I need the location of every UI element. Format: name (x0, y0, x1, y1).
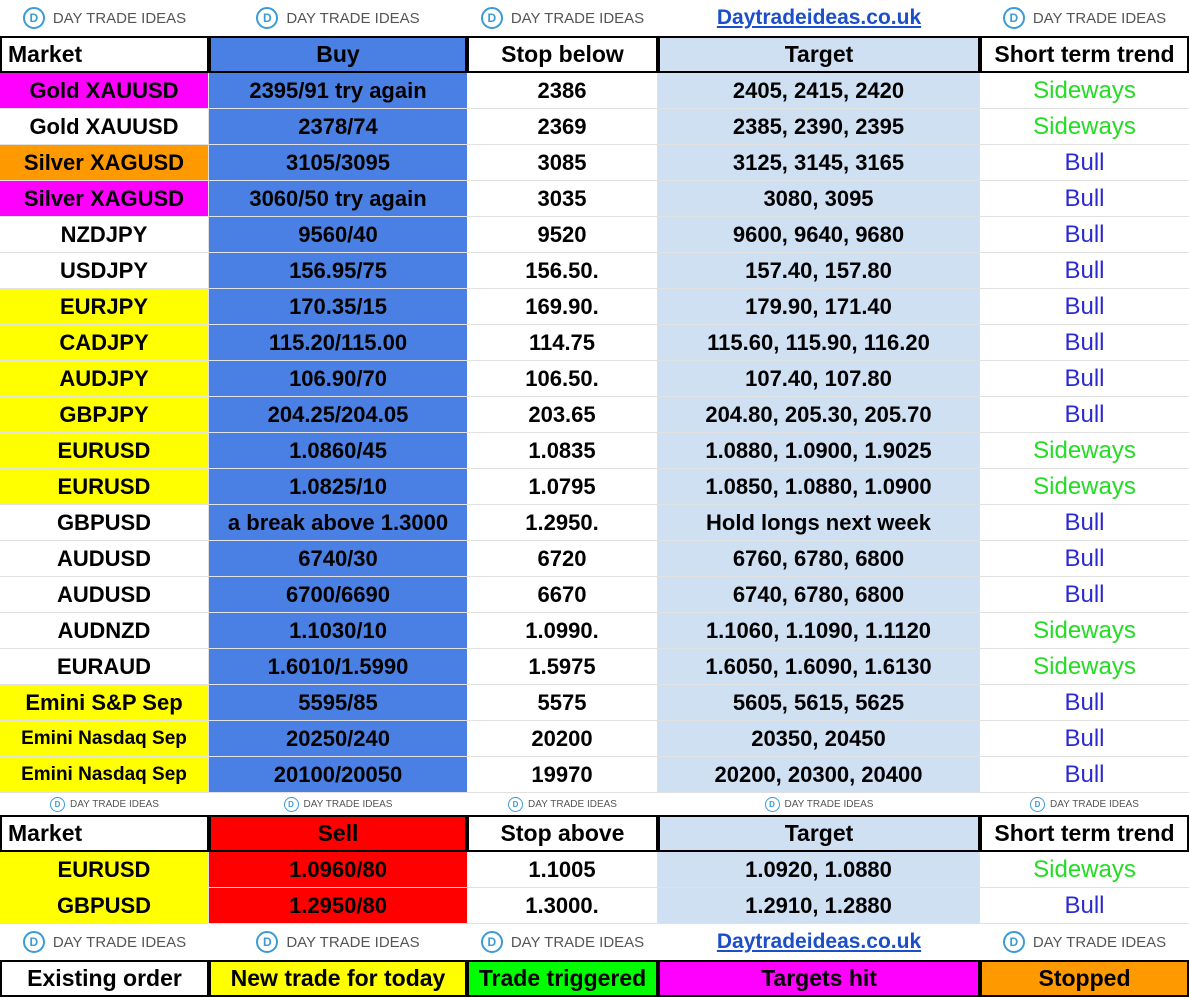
stop-cell: 114.75 (467, 325, 658, 361)
target-cell: 20350, 20450 (658, 721, 980, 757)
target-cell: 20200, 20300, 20400 (658, 757, 980, 793)
table-row (0, 217, 1189, 253)
market-cell: Emini Nasdaq Sep (0, 721, 209, 757)
table-row (0, 888, 1189, 924)
market-cell: GBPUSD (0, 888, 209, 924)
target-cell: 1.2910, 1.2880 (658, 888, 980, 924)
trend-cell: Bull (980, 757, 1189, 793)
trend-cell: Bull (980, 685, 1189, 721)
stop-cell: 1.0990. (467, 613, 658, 649)
market-cell: EURUSD (0, 433, 209, 469)
buy-table-header (0, 36, 1189, 73)
market-cell: Gold XAUUSD (0, 109, 209, 145)
stop-cell: 1.1005 (467, 852, 658, 888)
trend-cell: Sideways (980, 649, 1189, 685)
buy-cell: 20250/240 (209, 721, 467, 757)
market-cell: CADJPY (0, 325, 209, 361)
legend-new-trade: New trade for today (209, 960, 467, 997)
brand-logo: D DAY TRADE IDEAS (1003, 931, 1166, 953)
trend-cell: Bull (980, 888, 1189, 924)
brand-logo-icon: D (481, 931, 503, 953)
brand-logo: D DAY TRADE IDEAS (508, 797, 617, 812)
trend-cell: Bull (980, 217, 1189, 253)
table-row (0, 541, 1189, 577)
stop-cell: 20200 (467, 721, 658, 757)
trend-cell: Bull (980, 325, 1189, 361)
sell-cell: 1.2950/80 (209, 888, 467, 924)
buy-cell: 5595/85 (209, 685, 467, 721)
buy-cell: 1.6010/1.5990 (209, 649, 467, 685)
table-row (0, 649, 1189, 685)
trend-cell: Sideways (980, 109, 1189, 145)
brand-logo: D DAY TRADE IDEAS (256, 7, 419, 29)
table-row (0, 397, 1189, 433)
brand-logo-icon: D (1030, 797, 1045, 812)
mid-banner (0, 793, 1189, 815)
header-market: Market (0, 36, 209, 73)
buy-cell: 2378/74 (209, 109, 467, 145)
market-cell: Emini Nasdaq Sep (0, 757, 209, 793)
trend-cell: Sideways (980, 469, 1189, 505)
brand-logo-icon: D (1003, 931, 1025, 953)
target-cell: 9600, 9640, 9680 (658, 217, 980, 253)
table-row (0, 852, 1189, 888)
trend-cell: Sideways (980, 73, 1189, 109)
stop-cell: 2369 (467, 109, 658, 145)
buy-cell: 3105/3095 (209, 145, 467, 181)
buy-cell: 2395/91 try again (209, 73, 467, 109)
brand-logo-icon: D (23, 7, 45, 29)
market-cell: AUDUSD (0, 577, 209, 613)
trend-cell: Bull (980, 541, 1189, 577)
target-cell: 179.90, 171.40 (658, 289, 980, 325)
stop-cell: 9520 (467, 217, 658, 253)
brand-logo-icon: D (765, 797, 780, 812)
brand-logo: D DAY TRADE IDEAS (765, 797, 874, 812)
table-row (0, 253, 1189, 289)
trend-cell: Bull (980, 505, 1189, 541)
market-cell: AUDNZD (0, 613, 209, 649)
top-banner (0, 0, 1189, 36)
target-cell: 1.0920, 1.0880 (658, 852, 980, 888)
stop-cell: 19970 (467, 757, 658, 793)
stop-cell: 1.3000. (467, 888, 658, 924)
trend-cell: Bull (980, 577, 1189, 613)
header-sell: Sell (209, 815, 467, 852)
stop-cell: 5575 (467, 685, 658, 721)
brand-logo: D DAY TRADE IDEAS (50, 797, 159, 812)
table-row (0, 145, 1189, 181)
market-cell: GBPJPY (0, 397, 209, 433)
target-cell: 6740, 6780, 6800 (658, 577, 980, 613)
stop-cell: 156.50. (467, 253, 658, 289)
buy-cell: 1.0860/45 (209, 433, 467, 469)
target-cell: 204.80, 205.30, 205.70 (658, 397, 980, 433)
trend-cell: Sideways (980, 433, 1189, 469)
brand-logo-icon: D (284, 797, 299, 812)
table-row (0, 577, 1189, 613)
table-row (0, 109, 1189, 145)
target-cell: 1.1060, 1.1090, 1.1120 (658, 613, 980, 649)
stop-cell: 6670 (467, 577, 658, 613)
header-target: Target (658, 36, 980, 73)
stop-cell: 1.5975 (467, 649, 658, 685)
market-cell: GBPUSD (0, 505, 209, 541)
target-cell: 107.40, 107.80 (658, 361, 980, 397)
table-row (0, 289, 1189, 325)
sell-table-header (0, 815, 1189, 852)
market-cell: Gold XAUUSD (0, 73, 209, 109)
target-cell: 2385, 2390, 2395 (658, 109, 980, 145)
sell-cell: 1.0960/80 (209, 852, 467, 888)
buy-cell: 3060/50 try again (209, 181, 467, 217)
table-row (0, 757, 1189, 793)
trend-cell: Bull (980, 181, 1189, 217)
market-cell: Silver XAGUSD (0, 145, 209, 181)
target-cell: 3080, 3095 (658, 181, 980, 217)
header-stop-above: Stop above (467, 815, 658, 852)
brand-logo: D DAY TRADE IDEAS (23, 7, 186, 29)
market-cell: EURJPY (0, 289, 209, 325)
header-stop-below: Stop below (467, 36, 658, 73)
table-row (0, 181, 1189, 217)
table-row (0, 325, 1189, 361)
buy-cell: 1.0825/10 (209, 469, 467, 505)
market-cell: AUDUSD (0, 541, 209, 577)
legend-targets-hit: Targets hit (658, 960, 980, 997)
market-cell: USDJPY (0, 253, 209, 289)
trend-cell: Sideways (980, 613, 1189, 649)
target-cell: Hold longs next week (658, 505, 980, 541)
brand-logo-icon: D (23, 931, 45, 953)
stop-cell: 3035 (467, 181, 658, 217)
stop-cell: 6720 (467, 541, 658, 577)
legend-existing-order: Existing order (0, 960, 209, 997)
trend-cell: Bull (980, 289, 1189, 325)
buy-cell: 9560/40 (209, 217, 467, 253)
legend-row (0, 960, 1189, 997)
stop-cell: 3085 (467, 145, 658, 181)
target-cell: 5605, 5615, 5625 (658, 685, 980, 721)
trend-cell: Bull (980, 361, 1189, 397)
header-buy: Buy (209, 36, 467, 73)
stop-cell: 169.90. (467, 289, 658, 325)
target-cell: 1.0880, 1.0900, 1.9025 (658, 433, 980, 469)
table-row (0, 721, 1189, 757)
stop-cell: 1.0835 (467, 433, 658, 469)
stop-cell: 2386 (467, 73, 658, 109)
market-cell: Emini S&P Sep (0, 685, 209, 721)
table-row (0, 73, 1189, 109)
market-cell: AUDJPY (0, 361, 209, 397)
brand-logo-icon: D (1003, 7, 1025, 29)
brand-logo: D DAY TRADE IDEAS (1003, 7, 1166, 29)
site-link[interactable]: Daytradeideas.co.uk (716, 930, 922, 953)
header-target: Target (658, 815, 980, 852)
table-row (0, 505, 1189, 541)
stop-cell: 106.50. (467, 361, 658, 397)
header-short-term-trend: Short term trend (980, 815, 1189, 852)
market-cell: EURUSD (0, 852, 209, 888)
brand-logo-icon: D (256, 7, 278, 29)
buy-cell: 156.95/75 (209, 253, 467, 289)
target-cell: 6760, 6780, 6800 (658, 541, 980, 577)
brand-logo: D DAY TRADE IDEAS (256, 931, 419, 953)
target-cell: 2405, 2415, 2420 (658, 73, 980, 109)
stop-cell: 1.0795 (467, 469, 658, 505)
trend-cell: Sideways (980, 852, 1189, 888)
brand-logo: D DAY TRADE IDEAS (23, 931, 186, 953)
table-row (0, 685, 1189, 721)
market-cell: Silver XAGUSD (0, 181, 209, 217)
brand-logo: D DAY TRADE IDEAS (284, 797, 393, 812)
brand-logo: D DAY TRADE IDEAS (1030, 797, 1139, 812)
brand-logo-icon: D (256, 931, 278, 953)
table-row (0, 433, 1189, 469)
buy-cell: 1.1030/10 (209, 613, 467, 649)
buy-cell: 20100/20050 (209, 757, 467, 793)
target-cell: 115.60, 115.90, 116.20 (658, 325, 980, 361)
brand-logo-icon: D (508, 797, 523, 812)
target-cell: 1.6050, 1.6090, 1.6130 (658, 649, 980, 685)
target-cell: 1.0850, 1.0880, 1.0900 (658, 469, 980, 505)
stop-cell: 1.2950. (467, 505, 658, 541)
brand-logo: D DAY TRADE IDEAS (481, 931, 644, 953)
trend-cell: Bull (980, 397, 1189, 433)
buy-cell: 170.35/15 (209, 289, 467, 325)
legend-trade-triggered: Trade triggered (467, 960, 658, 997)
bottom-banner (0, 924, 1189, 960)
stop-cell: 203.65 (467, 397, 658, 433)
brand-logo-icon: D (50, 797, 65, 812)
market-cell: NZDJPY (0, 217, 209, 253)
target-cell: 3125, 3145, 3165 (658, 145, 980, 181)
buy-cell: 115.20/115.00 (209, 325, 467, 361)
buy-cell: 6700/6690 (209, 577, 467, 613)
brand-logo: D DAY TRADE IDEAS (481, 7, 644, 29)
buy-cell: 6740/30 (209, 541, 467, 577)
buy-cell: a break above 1.3000 (209, 505, 467, 541)
site-link[interactable]: Daytradeideas.co.uk (716, 6, 922, 29)
table-row (0, 361, 1189, 397)
legend-stopped: Stopped (980, 960, 1189, 997)
buy-cell: 204.25/204.05 (209, 397, 467, 433)
market-cell: EURAUD (0, 649, 209, 685)
trend-cell: Bull (980, 253, 1189, 289)
target-cell: 157.40, 157.80 (658, 253, 980, 289)
header-short-term-trend: Short term trend (980, 36, 1189, 73)
market-cell: EURUSD (0, 469, 209, 505)
brand-logo-icon: D (481, 7, 503, 29)
table-row (0, 469, 1189, 505)
buy-cell: 106.90/70 (209, 361, 467, 397)
trend-cell: Bull (980, 721, 1189, 757)
table-row (0, 613, 1189, 649)
trend-cell: Bull (980, 145, 1189, 181)
header-market: Market (0, 815, 209, 852)
